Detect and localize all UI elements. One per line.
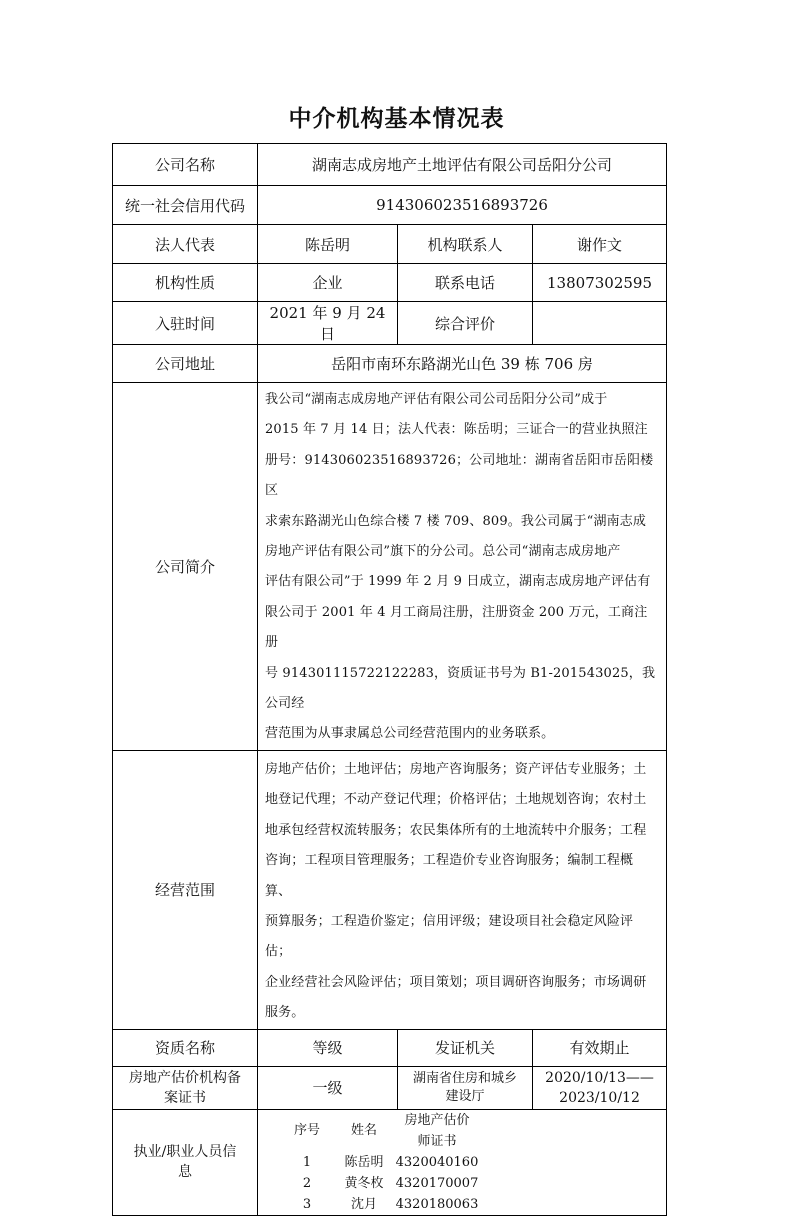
profile-line: 2015 年 7 月 14 日；法人代表：陈岳明；三证合一的营业执照注	[265, 422, 648, 438]
row-personnel	[113, 1109, 667, 1215]
value-contact-person: 谢作文	[533, 225, 667, 264]
header-level: 等级	[258, 1029, 398, 1066]
qualification-name-line: 案证书	[164, 1089, 206, 1106]
personnel-cert: 4320170007	[395, 1175, 479, 1191]
personnel-name: 沈月	[350, 1196, 377, 1212]
scope-line: 咨询；工程项目管理服务；工程造价专业咨询服务；编制工程概算、	[265, 853, 634, 899]
row-entry-date	[113, 302, 667, 345]
validity-line: 2023/10/12	[559, 1089, 640, 1106]
row-profile	[113, 383, 667, 751]
personnel-header-row	[278, 1110, 482, 1152]
profile-line: 求索东路湖光山色综合楼 7 楼 709、809。我公司属于“湖南志成	[265, 513, 647, 529]
value-credit-code: 914306023516893726	[258, 186, 667, 225]
issuer-line: 建设厅	[445, 1088, 485, 1104]
profile-line: 限公司于 2001 年 4 月工商局注册，注册资金 200 万元，工商注册	[265, 604, 648, 651]
row-qualification-header	[113, 1029, 667, 1066]
qualification-name-line: 房地产估价机构备	[129, 1069, 241, 1086]
scope-line: 地承包经营权流转服务；农民集体所有的土地流转中介服务；工程	[265, 822, 647, 838]
personnel-no: 3	[302, 1196, 312, 1212]
label-overall-rating: 综合评价	[398, 302, 533, 345]
personnel-label-line: 执业/职业人员信	[133, 1144, 237, 1161]
issuer-line: 湖南省住房和城乡	[412, 1070, 517, 1086]
personnel-label-line: 息	[178, 1164, 192, 1181]
row-address	[113, 345, 667, 383]
scope-line: 预算服务；工程造价鉴定；信用评级；建设项目社会稳定风险评估；	[265, 913, 634, 960]
header-qualification-name: 资质名称	[113, 1029, 258, 1066]
personnel-row	[278, 1194, 482, 1215]
value-issuer	[398, 1066, 533, 1109]
scope-line: 企业经营社会风险评估；项目策划；项目调研咨询服务；市场调研	[265, 974, 647, 990]
personnel-name: 陈岳明	[344, 1154, 384, 1170]
value-overall-rating	[533, 302, 667, 345]
value-entry-date: 2021 年 9 月 24 日	[258, 302, 398, 345]
personnel-no: 2	[302, 1175, 312, 1191]
header-validity: 有效期止	[533, 1029, 667, 1066]
cert-header-line: 房地产估价	[404, 1112, 470, 1128]
profile-line: 营范围为从事隶属总公司经营范围内的业务联系。	[265, 726, 555, 742]
label-contact-person: 机构联系人	[398, 225, 533, 264]
personnel-row	[278, 1173, 482, 1194]
value-address: 岳阳市南环东路湖光山色 39 栋 706 房	[258, 345, 667, 383]
value-phone: 13807302595	[533, 264, 667, 302]
label-address: 公司地址	[113, 345, 258, 383]
personnel-header-no: 序号	[293, 1123, 320, 1139]
personnel-row	[278, 1152, 482, 1173]
info-table	[112, 143, 667, 1216]
label-legal-rep: 法人代表	[113, 225, 258, 264]
scope-line: 地登记代理；不动产登记代理；价格评估；土地规划咨询；农村土	[265, 792, 647, 808]
value-business-scope	[258, 750, 667, 1029]
personnel-cert: 4320040160	[395, 1154, 479, 1170]
value-qualification-name	[113, 1066, 258, 1109]
label-phone: 联系电话	[398, 264, 533, 302]
row-credit-code	[113, 186, 667, 225]
header-issuer: 发证机关	[398, 1029, 533, 1066]
personnel-cert: 4320180063	[395, 1196, 479, 1212]
personnel-table	[278, 1110, 482, 1215]
label-personnel	[113, 1109, 258, 1215]
value-level: 一级	[258, 1066, 398, 1109]
value-company-name: 湖南志成房地产土地评估有限公司岳阳分公司	[258, 144, 667, 186]
row-business-scope	[113, 750, 667, 1029]
label-credit-code: 统一社会信用代码	[113, 186, 258, 225]
row-qualification	[113, 1066, 667, 1109]
label-entry-date: 入驻时间	[113, 302, 258, 345]
row-legal-rep	[113, 225, 667, 264]
label-business-scope: 经营范围	[113, 750, 258, 1029]
scope-line: 房地产估价；土地评估；房地产咨询服务；资产评估专业服务；土	[265, 761, 647, 777]
value-legal-rep: 陈岳明	[258, 225, 398, 264]
value-nature: 企业	[258, 264, 398, 302]
value-validity	[533, 1066, 667, 1109]
validity-line: 2020/10/13——	[545, 1069, 654, 1086]
label-profile: 公司简介	[113, 383, 258, 751]
label-nature: 机构性质	[113, 264, 258, 302]
label-company-name: 公司名称	[113, 144, 258, 186]
profile-line: 评估有限公司”于 1999 年 2 月 9 日成立，湖南志成房地产评估有	[265, 574, 651, 590]
profile-line: 我公司“湖南志成房地产评估有限公司公司岳阳分公司”成于	[265, 392, 608, 407]
personnel-header-name: 姓名	[350, 1123, 377, 1139]
profile-line: 号 914301115722122283，资质证书号为 B1-201543025，我公司经	[265, 665, 656, 712]
personnel-header-cert	[392, 1110, 482, 1152]
page-title: 中介机构基本情况表	[288, 106, 505, 132]
row-company-name	[113, 144, 667, 186]
scope-line: 服务。	[265, 1005, 305, 1021]
personnel-name: 黄冬枚	[344, 1175, 384, 1191]
value-personnel	[258, 1109, 667, 1215]
cert-header-line: 师证书	[417, 1133, 457, 1149]
personnel-no: 1	[302, 1154, 312, 1170]
value-profile	[258, 383, 667, 751]
profile-line: 册号：914306023516893726；公司地址：湖南省岳阳市岳阳楼区	[265, 452, 654, 499]
profile-line: 房地产评估有限公司”旗下的分公司。总公司“湖南志成房地产	[265, 544, 621, 560]
row-nature	[113, 264, 667, 302]
